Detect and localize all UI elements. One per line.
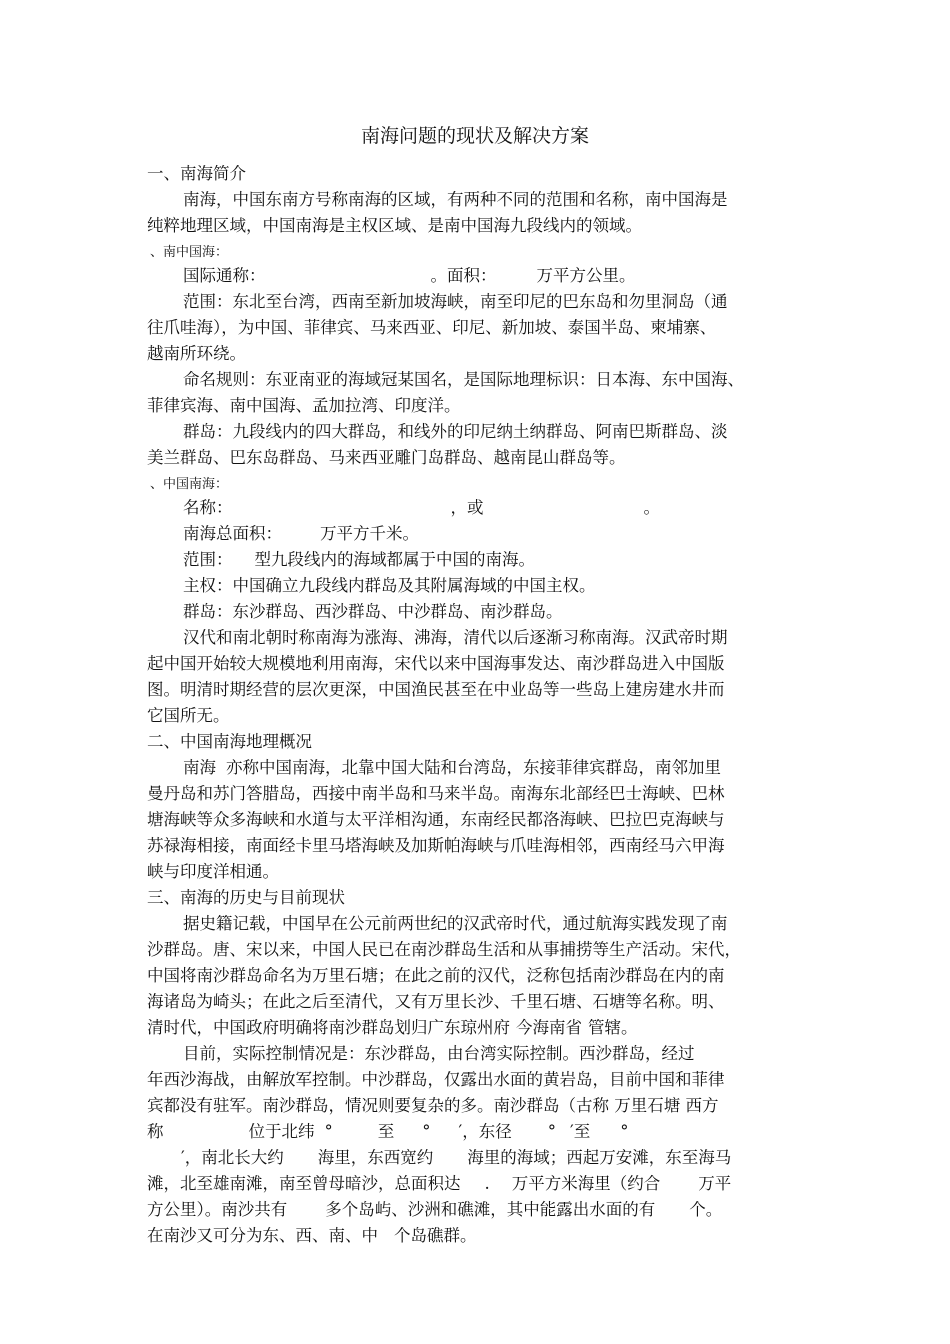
text-fragment: ° [422,1122,431,1141]
text-fragment: ′至 [570,1122,591,1141]
text-fragment: 亦称中国南海，北靠中国大陆和台湾岛，东接菲律宾群岛，南邻加里 [226,758,721,777]
paragraph-line: 苏禄海相接，南面经卡里马塔海峡及加斯帕海峡与爪哇海相邻，西南经马六甲海 [147,836,725,855]
paragraph-line: 宾都没有驻军。南沙群岛，情况则要复杂的多。南沙群岛（古称 万里石塘 西方 [147,1096,719,1115]
subsection-heading: 、南中国海： [150,245,229,260]
paragraph-line: 范围：东北至台湾，西南至新加坡海峡，南至印尼的巴东岛和勿里洞岛（通 [183,292,728,311]
text-fragment: 海里，东西宽约 [317,1148,434,1167]
paragraph-line: 曼丹岛和苏门答腊岛，西接中南半岛和马来半岛。南海东北部经巴士海峡、巴林 [147,784,725,803]
text-fragment: ，或 [450,498,484,517]
text-fragment: . [484,1174,490,1193]
paragraph-line: 美兰群岛、巴东岛群岛、马来西亚雕门岛群岛、越南昆山群岛等。 [147,448,626,467]
paragraph-line: 据史籍记载，中国早在公元前两世纪的汉武帝时代，通过航海实践发现了南 [183,914,728,933]
text-fragment: 滩，北至雄南滩，南至曾母暗沙，总面积达 [147,1174,461,1193]
paragraph-line [183,521,419,547]
text-fragment: 。面积： [430,266,497,285]
paragraph-line: 南海，中国东南方号称南海的区域，有两种不同的范围和名称，南中国海是 [183,190,728,209]
paragraph-line: 主权：中国确立九段线内群岛及其附属海域的中国主权。 [183,576,596,595]
text-fragment: 南海总面积： [183,524,282,543]
paragraph-line: 中国将南沙群岛命名为万里石塘；在此之前的汉代，泛称包括南沙群岛在内的南 [147,966,725,985]
paragraph-line: 群岛：东沙群岛、西沙群岛、中沙群岛、南沙群岛。 [183,602,563,621]
text-fragment: 。 [643,498,660,517]
paragraph-line: 汉代和南北朝时称南海为涨海、沸海，清代以后逐渐习称南海。汉武帝时期 [183,628,728,647]
text-fragment: 万平方米海里（约合 [511,1174,661,1193]
paragraph-line [147,1145,731,1171]
paragraph-line: 命名规则：东亚南亚的海域冠某国名，是国际地理标识：日本海、东中国海、 [183,370,744,389]
section-heading: 一、南海简介 [147,164,246,183]
text-fragment: 型九段线内的海域都属于中国的南海。 [254,550,535,569]
text-fragment: 国际通称： [183,266,266,285]
text-fragment: ′，东径 [458,1122,512,1141]
paragraph-line [183,547,535,573]
text-fragment: 管辖。 [588,1018,638,1037]
subsection-heading: 、中国南海： [150,477,229,492]
text-fragment: 海里的海域；西起万安滩，东至海马 [467,1148,732,1167]
paragraph-line [147,1119,629,1145]
document-title: 南海问题的现状及解决方案 [360,125,589,147]
section-heading: 二、中国南海地理概况 [147,732,312,751]
paragraph-line: 群岛：九段线内的四大群岛，和线外的印尼纳土纳群岛、阿南巴斯群岛、淡 [183,422,728,441]
text-fragment: 万平 [698,1174,732,1193]
text-fragment: 今海南省 [516,1018,582,1037]
paragraph-line: 沙群岛。唐、宋以来，中国人民已在南沙群岛生活和从事捕捞等生产活动。宋代， [147,940,741,959]
paragraph-line: 海诸岛为崎头；在此之后至清代，又有万里长沙、千里石塘、石塘等名称。明、 [147,992,725,1011]
paragraph-line: 它国所无。 [147,706,230,725]
text-fragment: 个岛礁群。 [394,1226,477,1245]
text-fragment: ° [547,1122,556,1141]
paragraph-line: 年西沙海战，由解放军控制。中沙群岛，仅露出水面的黄岩岛，目前中国和菲律 [147,1070,725,1089]
paragraph-line [183,755,721,781]
paragraph-line [147,1223,477,1249]
text-fragment: 名称： [183,498,233,517]
section-heading: 三、南海的历史与目前现状 [147,888,345,907]
paragraph-line: 往爪哇海），为中国、菲律宾、马来西亚、印尼、新加坡、泰国半岛、柬埔寨、 [147,318,717,337]
text-fragment: 称 [147,1122,164,1141]
text-fragment: 万平方千米。 [320,524,419,543]
text-fragment: ′，南北长大约 [181,1148,284,1167]
text-fragment: 位于北纬 [248,1122,315,1141]
text-fragment: 至 [377,1122,395,1141]
paragraph-line [183,263,636,289]
paragraph-line: 纯粹地理区域，中国南海是主权区域、是南中国海九段线内的领域。 [147,216,642,235]
text-fragment: 清时代，中国政府明确将南沙群岛划归广东琼州府 [147,1018,510,1037]
text-fragment: ° [620,1122,629,1141]
paragraph-line [183,495,660,521]
text-fragment: 南海 [183,758,216,777]
paragraph-line [147,1197,722,1223]
paragraph-line: 越南所环绕。 [147,344,246,363]
text-fragment: 范围： [183,550,233,569]
paragraph-line: 峡与印度洋相通。 [147,862,279,881]
text-fragment: 多个岛屿、沙洲和礁滩，其中能露出水面的有 [325,1200,656,1219]
paragraph-line: 起中国开始较大规模地利用南海，宋代以来中国海事发达、南沙群岛进入中国版 [147,654,725,673]
paragraph-line [147,1015,638,1041]
text-fragment: 在南沙又可分为东、西、南、中 [147,1226,378,1245]
text-fragment: ° [324,1122,333,1141]
paragraph-line: 菲律宾海、南中国海、孟加拉湾、印度洋。 [147,396,461,415]
text-fragment: 万平方公里。 [536,266,636,285]
paragraph-line: 塘海峡等众多海峡和水道与太平洋相沟通，东南经民都洛海峡、巴拉巴克海峡与 [147,810,725,829]
text-fragment: 个。 [689,1200,723,1219]
text-fragment: 方公里）。南沙共有 [147,1200,288,1219]
paragraph-line: 图。明清时期经营的层次更深，中国渔民甚至在中业岛等一些岛上建房建水井而 [147,680,725,699]
paragraph-line: 目前，实际控制情况是：东沙群岛，由台湾实际控制。西沙群岛，经过 [183,1044,695,1063]
paragraph-line [147,1171,731,1197]
